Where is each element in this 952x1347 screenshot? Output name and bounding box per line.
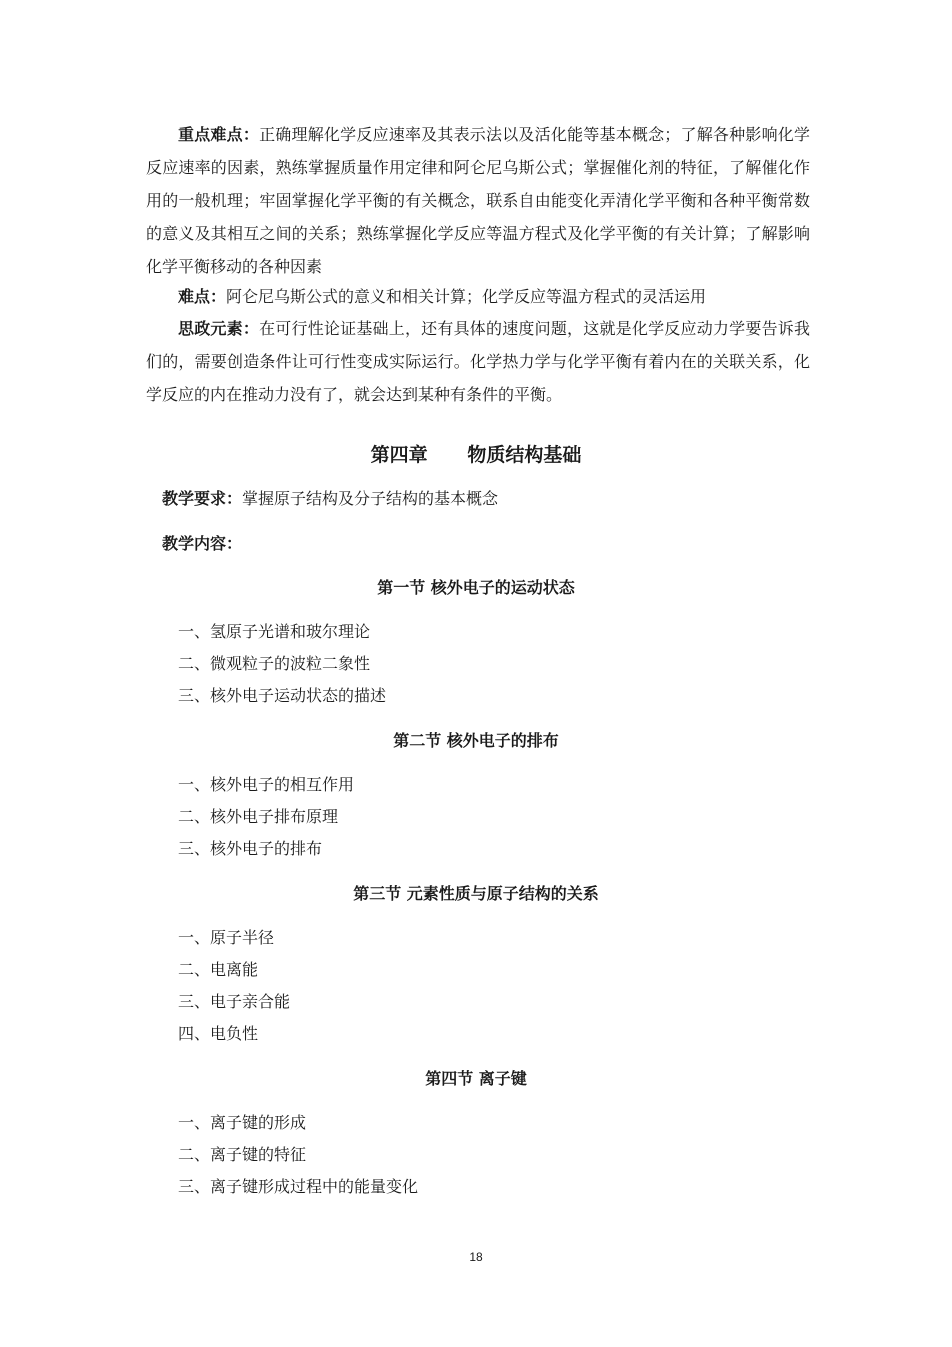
teaching-requirement-label: 教学要求： (162, 489, 243, 508)
list-item: 三、电子亲合能 (178, 992, 291, 1011)
ideology-label: 思政元素： (178, 319, 260, 338)
list-item: 二、微观粒子的波粒二象性 (178, 654, 371, 673)
list-item: 一、离子键的形成 (178, 1113, 307, 1132)
difficulties-paragraph (146, 280, 810, 313)
list-item: 二、离子键的特征 (178, 1145, 307, 1164)
page-number: 18 (469, 1250, 483, 1264)
key-difficulties-label: 重点难点： (178, 125, 260, 144)
section-title: 第四节 离子键 (425, 1069, 527, 1088)
list-item: 三、核外电子运动状态的描述 (178, 686, 387, 705)
key-difficulties-paragraph (146, 118, 810, 283)
list-item: 二、电离能 (178, 960, 259, 979)
list-item: 一、氢原子光谱和玻尔理论 (178, 622, 371, 641)
section-title: 第一节 核外电子的运动状态 (377, 578, 575, 597)
list-item: 一、原子半径 (178, 928, 275, 947)
teaching-content-label: 教学内容： (162, 534, 243, 553)
ideology-paragraph (146, 312, 810, 411)
difficulties-label: 难点： (178, 287, 227, 306)
section-title: 第三节 元素性质与原子结构的关系 (353, 884, 599, 903)
list-item: 三、核外电子的排布 (178, 839, 323, 858)
chapter-title: 第四章 物质结构基础 (370, 444, 582, 466)
section-title: 第二节 核外电子的排布 (393, 731, 559, 750)
difficulties-text: 阿仑尼乌斯公式的意义和相关计算；化学反应等温方程式的灵活运用 (226, 287, 707, 306)
list-item: 三、离子键形成过程中的能量变化 (178, 1177, 419, 1196)
list-item: 一、核外电子的相互作用 (178, 775, 355, 794)
teaching-requirement (162, 487, 498, 511)
teaching-requirement-text: 掌握原子结构及分子结构的基本概念 (242, 489, 499, 508)
list-item: 四、电负性 (178, 1024, 259, 1043)
ideology-text: 在可行性论证基础上，还有具体的速度问题，这就是化学反应动力学要告诉我们的，需要创造条件让可行性变成实际运行。化学热力学与化学平衡有着内在的关联关系，化学反应的内在推动力没有了，就会达到某种有条件的平衡。 (146, 319, 810, 404)
list-item: 二、核外电子排布原理 (178, 807, 339, 826)
key-difficulties-text: 正确理解化学反应速率及其表示法以及活化能等基本概念；了解各种影响化学反应速率的因素，熟练掌握质量作用定律和阿仑尼乌斯公式；掌握催化剂的特征，了解催化作用的一般机理；牢固掌握化学平衡的有关概念，联系自由能变化弄清化学平衡和各种平衡常数的意义及其相互之间的关系；熟练掌握化学反应等温方程式及化学平衡的有关计算；了解影响化学平衡移动的各种因素 (146, 125, 810, 276)
